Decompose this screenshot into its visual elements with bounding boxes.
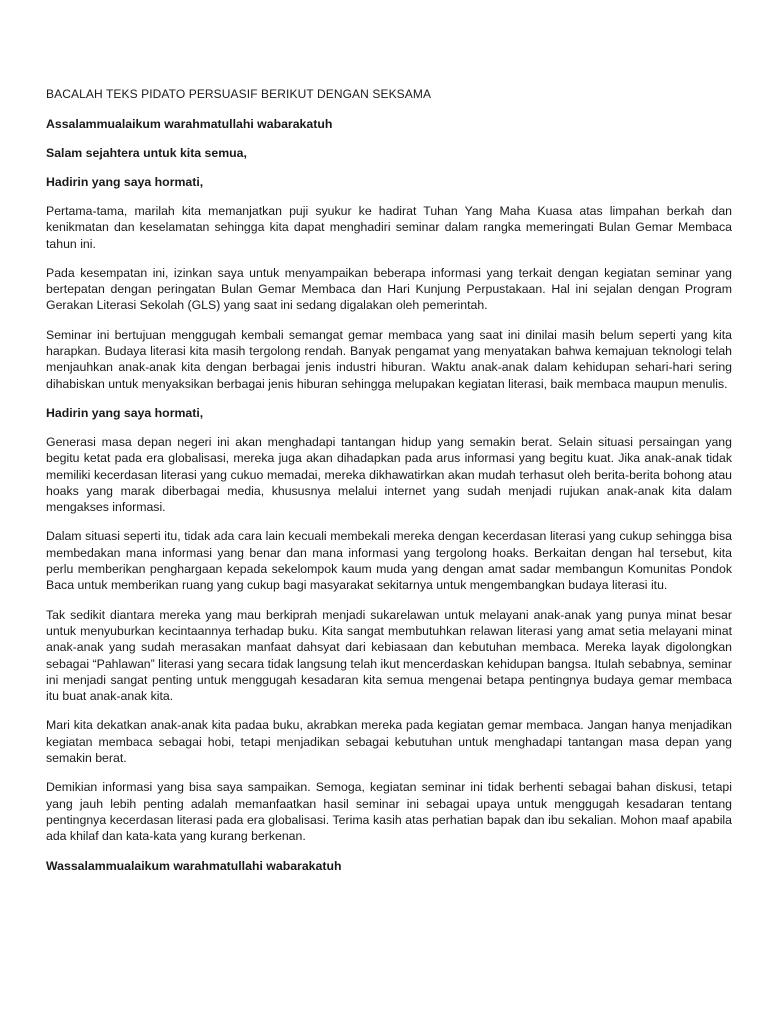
address-line: Hadirin yang saya hormati, [46,405,204,420]
paragraph: Pertama-tama, marilah kita memanjatkan puji syukur ke hadirat Tuhan Yang Maha Kuasa atas limpahan berkah dan kenikmatan dan keselamatan sehingga kita dapat menghadiri seminar dalam rangka memeringati Bulan Gemar Membaca tahun ini. [46,204,732,251]
paragraph: Demikian informasi yang bisa saya sampaikan. Semoga, kegiatan seminar ini tidak berhenti sebagai bahan diskusi, tetapi yang jauh lebih penting adalah memanfaatkan hasil seminar ini sebagai upaya untuk menggugah kesadaran tentang pentingnya kecerdasan literasi pada era globalisasi. Terima kasih atas perhatian bapak dan ibu sekalian. Mohon maaf apabila ada khilaf dan kata-kata yang kurang berkenan. [46,780,732,844]
paragraph: Mari kita dekatkan anak-anak kita padaa buku, akrabkan mereka pada kegiatan gemar membaca. Jangan hanya menjadikan kegiatan membaca sebagai hobi, tetapi menjadikan sebagai kebutuhan untuk menghadapi tantangan masa depan yang semakin berat. [46,718,732,766]
salutation: Salam sejahtera untuk kita semua, [46,146,247,160]
greeting: Assalammualaikum warahmatullahi wabarakatuh [46,117,333,131]
paragraph: Seminar ini bertujuan menggugah kembali semangat gemar membaca yang saat ini dinilai masih belum seperti yang kita harapkan. Budaya literasi kita masih tergolong rendah. Banyak pengamat yang menyatakan bahwa kemajuan teknologi telah menjauhkan anak-anak kita dengan berbagai jenis industri hiburan. Waktu anak-anak dalam kehidupan sehari-hari sering dihabiskan untuk menyaksikan berbagai jenis hiburan sehingga melupakan kegiatan literasi, baik membaca maupun menulis. [46,327,732,391]
paragraph: Dalam situasi seperti itu, tidak ada cara lain kecuali membekali mereka dengan kecerdasan literasi yang cukup sehingga bisa membedakan mana informasi yang benar dan mana informasi yang tergolong hoaks. Berkaitan dengan hal tersebut, kita perlu memberikan penghargaan kepada sekelompok kaum muda yang dengan amat sadar membangun Komunitas Pondok Baca untuk memberikan ruang yang cukup bagi masyarakat sekitarnya untuk mengembangkan budaya literasi itu. [46,529,732,593]
document-title: BACALAH TEKS PIDATO PERSUASIF BERIKUT DENGAN SEKSAMA [46,87,432,101]
address-line: Hadirin yang saya hormati, [46,175,204,189]
paragraph: Generasi masa depan negeri ini akan menghadapi tantangan hidup yang semakin berat. Selain situasi persaingan yang begitu ketat pada era globalisasi, mereka juga akan dihadapkan pada arus informasi yang begitu kuat. Jika anak-anak tidak memiliki kecerdasan literasi yang cukuo memadai, mereka dikhawatirkan akan mudah terhasut oleh berita-berita bohong atau hoaks yang marak diberbagai media, khususnya melalui internet yang sudah menjadi rujukan anak-anak kita dalam mengakses informasi. [46,434,732,515]
document-page [46,86,732,887]
closing: Wassalammualaikum warahmatullahi wabarakatuh [46,858,342,873]
paragraph: Pada kesempatan ini, izinkan saya untuk menyampaikan beberapa informasi yang terkait dengan kegiatan seminar yang bertepatan dengan peringatan Bulan Gemar Membaca dan Hari Kunjung Perpustakaan. Hal ini sejalan dengan Program Gerakan Literasi Sekolah (GLS) yang saat ini sedang digalakan oleh pemerintah. [46,265,732,313]
paragraph: Tak sedikit diantara mereka yang mau berkiprah menjadi sukarelawan untuk melayani anak-anak yang punya minat besar untuk menyuburkan kecintaannya terhadap buku. Kita sangat membutuhkan relawan literasi yang amat setia melayani minat anak-anak yang sudah merasakan manfaat dahsyat dari kebiasaan dan kebutuhan membaca. Mereka layak digolongkan sebagai “Pahlawan” literasi yang secara tidak langsung telah ikut mencerdaskan kehidupan bangsa. Itulah sebabnya, seminar ini menjadi sangat penting untuk menggugah kesadaran kita semua mengenai betapa pentingnya budaya gemar membaca itu buat anak-anak kita. [46,607,732,704]
